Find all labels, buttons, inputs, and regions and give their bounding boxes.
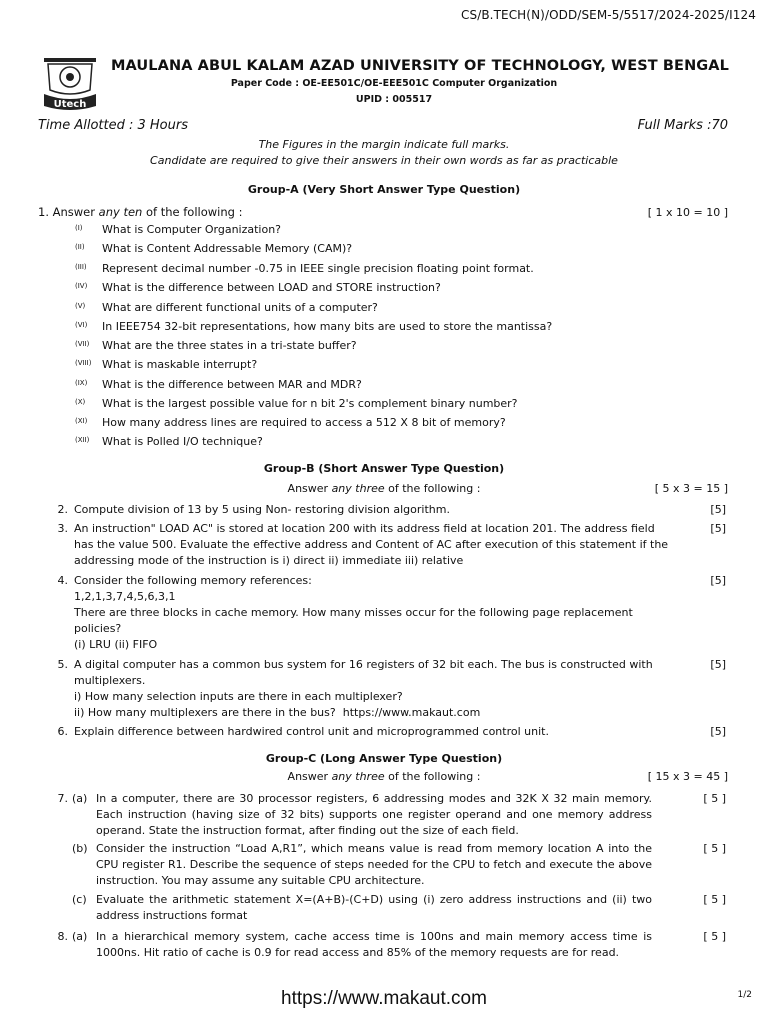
question-number: 8. bbox=[57, 930, 68, 943]
page-number: 1/2 bbox=[737, 990, 752, 1000]
list-item: (X) What is the largest possible value for n bit 2's complement binary number? bbox=[75, 397, 518, 410]
question-6-mark: [5] bbox=[710, 725, 726, 738]
question-8a-text: In a hierarchical memory system, cache access time is 100ns and main memory access time is 1000ns. Hit ratio of cache is 0.9 for read access and 85% of the memory requests are for read. bbox=[96, 930, 652, 959]
question-number: 3. bbox=[57, 522, 68, 535]
question-number: 4. bbox=[57, 574, 68, 587]
university-name: MAULANA ABUL KALAM AZAD UNIVERSITY OF TECHNOLOGY, WEST BENGAL bbox=[111, 58, 729, 74]
question-4-text: Consider the following memory references: 1,2,1,3,7,4,5,6,3,1 There are three blocks in cache memory. How many misses occur for the following page replacement policies? (i) LRU (ii) FIFO bbox=[74, 574, 633, 651]
list-item: (IV) What is the difference between LOAD and STORE instruction? bbox=[75, 281, 441, 294]
list-item: (VI) In IEEE754 32-bit representations, how many bits are used to store the mantissa? bbox=[75, 320, 553, 333]
footer-url[interactable]: https://www.makaut.com bbox=[281, 988, 487, 1009]
list-item: (IX) What is the difference between MAR and MDR? bbox=[75, 378, 362, 391]
group-c-title: Group-C (Long Answer Type Question) bbox=[265, 752, 503, 765]
paper-code: Paper Code : OE-EE501C/OE-EEE501C Computer Organization bbox=[230, 78, 558, 89]
question-number: 2. bbox=[57, 503, 68, 516]
list-item: (XII) What is Polled I/O technique? bbox=[75, 435, 263, 448]
paper-code-header: CS/B.TECH(N)/ODD/SEM-5/5517/2024-2025/I124 bbox=[461, 8, 756, 22]
instruction-note-2: Candidate are required to give their answers in their own words as far as practicable bbox=[150, 154, 618, 167]
question-8a-mark: [ 5 ] bbox=[703, 930, 726, 943]
group-a-marks: [ 1 x 10 = 10 ] bbox=[647, 206, 728, 219]
question-7b-mark: [ 5 ] bbox=[703, 842, 726, 855]
question-7a-text: In a computer, there are 30 processor registers, 6 addressing modes and 32K X 32 main memory. Each instruction (having size of 32 bits) supports one register operand and one memory address operand. State the instruction format, after finding out the size of each field. bbox=[96, 792, 652, 837]
question-7b-text: Consider the instruction “Load A,R1”, which means value is read from memory location A into the CPU register R1. Describe the sequence of steps needed for the CPU to fetch and execute the above instruction. You may assume any suitable CPU architecture. bbox=[96, 842, 652, 887]
question-2-text: Compute division of 13 by 5 using Non- restoring division algorithm. bbox=[74, 503, 450, 516]
question-5-text: A digital computer has a common bus system for 16 registers of 32 bit each. The bus is constructed with multiplexers. i) How many selection inputs are there in each multiplexer? ii) How many multiplexers are there in the bus? https://www.makaut.com bbox=[74, 658, 653, 719]
part-letter: (a) bbox=[72, 930, 88, 943]
inline-url[interactable]: https://www.makaut.com bbox=[342, 706, 481, 719]
group-c-instruction: Answer any three of the following : bbox=[287, 770, 481, 783]
list-item: (I) What is Computer Organization? bbox=[75, 223, 282, 236]
group-b-marks: [ 5 x 3 = 15 ] bbox=[654, 482, 728, 495]
question-7c-mark: [ 5 ] bbox=[703, 893, 726, 906]
question-number: 5. bbox=[57, 658, 68, 671]
full-marks: Full Marks :70 bbox=[637, 118, 728, 133]
list-item: (II) What is Content Addressable Memory (CAM)? bbox=[75, 242, 353, 255]
part-letter: (a) bbox=[72, 792, 88, 805]
question-number: 7. bbox=[57, 792, 68, 805]
question-4-mark: [5] bbox=[710, 574, 726, 587]
question-1-prompt: 1. Answer any ten of the following : bbox=[38, 205, 243, 219]
question-5-mark: [5] bbox=[710, 658, 726, 671]
instruction-note-1: The Figures in the margin indicate full marks. bbox=[258, 138, 510, 151]
group-b-title: Group-B (Short Answer Type Question) bbox=[263, 462, 505, 475]
question-2-mark: [5] bbox=[710, 503, 726, 516]
question-3-text: An instruction" LOAD AC" is stored at location 200 with its address field at location 201. The address field has the value 500. Evaluate the effective address and Content of AC after execution of this statement if the addressing mode of the instruction is i) direct ii) immediate iii) relative bbox=[74, 522, 669, 567]
list-item: (VII) What are the three states in a tri-state buffer? bbox=[75, 339, 357, 352]
group-c-marks: [ 15 x 3 = 45 ] bbox=[647, 770, 728, 783]
upid: UPID : 005517 bbox=[355, 94, 433, 105]
list-item: (V) What are different functional units of a computer? bbox=[75, 301, 378, 314]
part-letter: (b) bbox=[72, 842, 88, 855]
group-b-instruction: Answer any three of the following : bbox=[287, 482, 481, 495]
question-number: 6. bbox=[57, 725, 68, 738]
time-allotted: Time Allotted : 3 Hours bbox=[38, 118, 188, 133]
question-3-mark: [5] bbox=[710, 522, 726, 535]
question-6-text: Explain difference between hardwired control unit and microprogrammed control unit. bbox=[74, 725, 549, 738]
list-item: (VIII) What is maskable interrupt? bbox=[75, 358, 258, 371]
list-item: (III) Represent decimal number -0.75 in IEEE single precision floating point format. bbox=[75, 262, 534, 275]
question-7a-mark: [ 5 ] bbox=[703, 792, 726, 805]
group-a-title: Group-A (Very Short Answer Type Question) bbox=[247, 183, 521, 196]
part-letter: (c) bbox=[72, 893, 87, 906]
logo-text: Utech bbox=[53, 99, 87, 110]
question-7c-text: Evaluate the arithmetic statement X=(A+B)-(C+D) using (i) zero address instructions and (ii) two address instructions format bbox=[96, 893, 652, 922]
list-item: (XI) How many address lines are required to access a 512 X 8 bit of memory? bbox=[75, 416, 506, 429]
